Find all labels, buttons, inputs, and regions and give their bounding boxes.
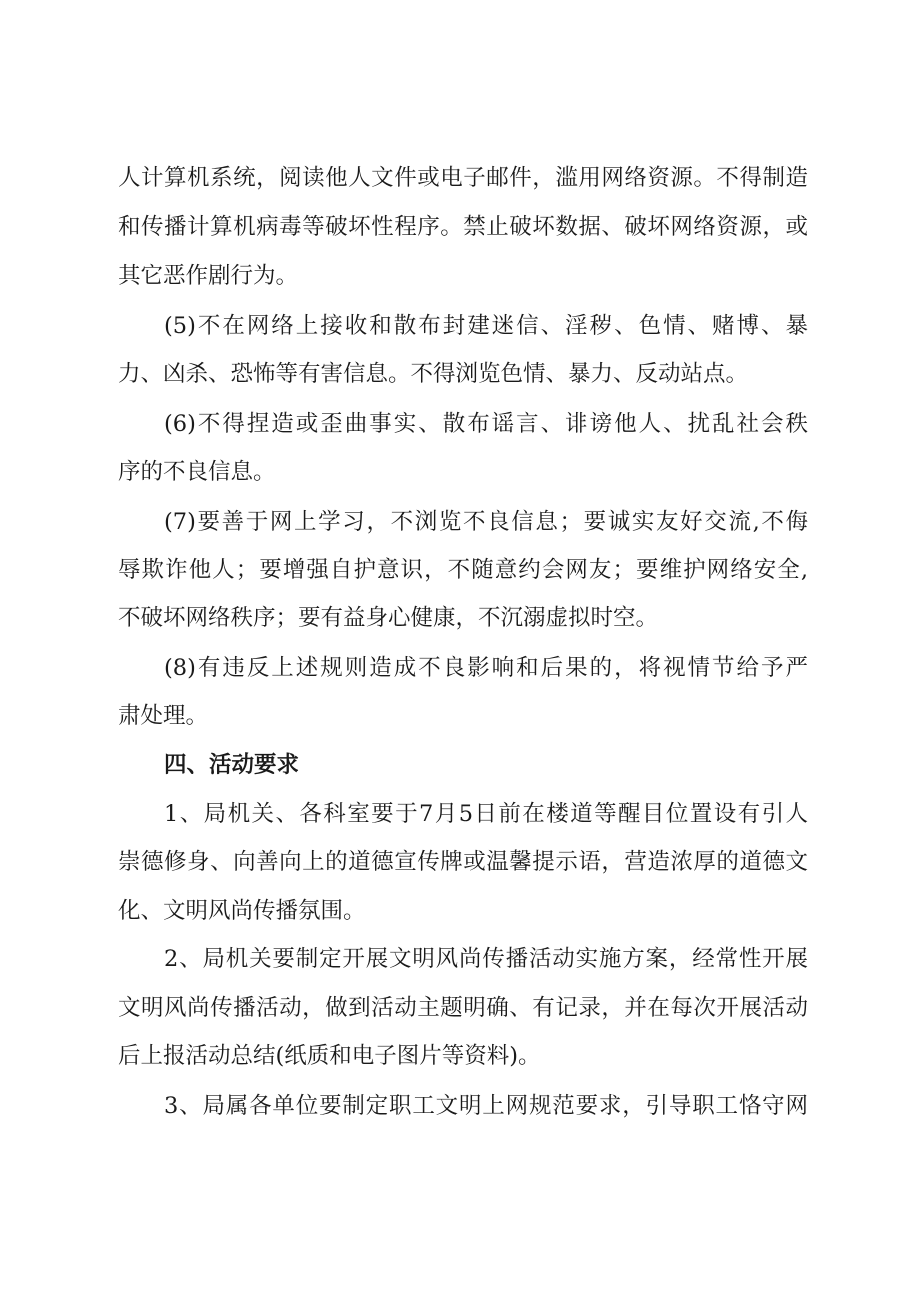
paragraph-line: 2、局机关要制定开展文明风尚传播活动实施方案，经常性开展 bbox=[164, 946, 808, 972]
paragraph-line: 崇德修身、向善向上的道德宣传牌或温馨提示语，营造浓厚的道德文 bbox=[118, 849, 808, 875]
paragraph-line: 肃处理。 bbox=[118, 703, 209, 729]
paragraph-line: 1、局机关、各科室要于7月5日前在楼道等醒目位置设有引人 bbox=[164, 801, 808, 827]
paragraph-line: (7)要善于网上学习，不浏览不良信息；要诚实友好交流,不侮 bbox=[164, 509, 808, 535]
paragraph-line: 力、凶杀、恐怖等有害信息。不得浏览色情、暴力、反动站点。 bbox=[118, 361, 749, 387]
paragraph-line: 后上报活动总结(纸质和电子图片等资料)。 bbox=[118, 1043, 541, 1069]
section-heading: 四、活动要求 bbox=[164, 752, 300, 778]
paragraph-line: 人计算机系统，阅读他人文件或电子邮件，滥用网络资源。不得制造 bbox=[118, 165, 808, 191]
paragraph-line: 其它恶作剧行为。 bbox=[118, 263, 299, 289]
paragraph-line: 3、局属各单位要制定职工文明上网规范要求，引导职工恪守网 bbox=[164, 1093, 808, 1119]
paragraph-line: 文明风尚传播活动，做到活动主题明确、有记录，并在每次开展活动 bbox=[118, 995, 808, 1021]
paragraph-line: 和传播计算机病毒等破坏性程序。禁止破坏数据、破坏网络资源，或 bbox=[118, 214, 808, 240]
paragraph-line: (5)不在网络上接收和散布封建迷信、淫秽、色情、赌博、暴 bbox=[164, 313, 808, 339]
paragraph-line: 化、文明风尚传播氛围。 bbox=[118, 898, 366, 924]
paragraph-line: 辱欺诈他人；要增强自护意识，不随意约会网友；要维护网络安全, bbox=[118, 557, 808, 583]
paragraph-line: (8)有违反上述规则造成不良影响和后果的，将视情节给予严 bbox=[164, 655, 808, 681]
paragraph-line: (6)不得捏造或歪曲事实、散布谣言、诽谤他人、扰乱社会秩 bbox=[164, 411, 808, 437]
paragraph-line: 不破坏网络秩序；要有益身心健康，不沉溺虚拟时空。 bbox=[118, 605, 659, 631]
paragraph-line: 序的不良信息。 bbox=[118, 459, 276, 485]
